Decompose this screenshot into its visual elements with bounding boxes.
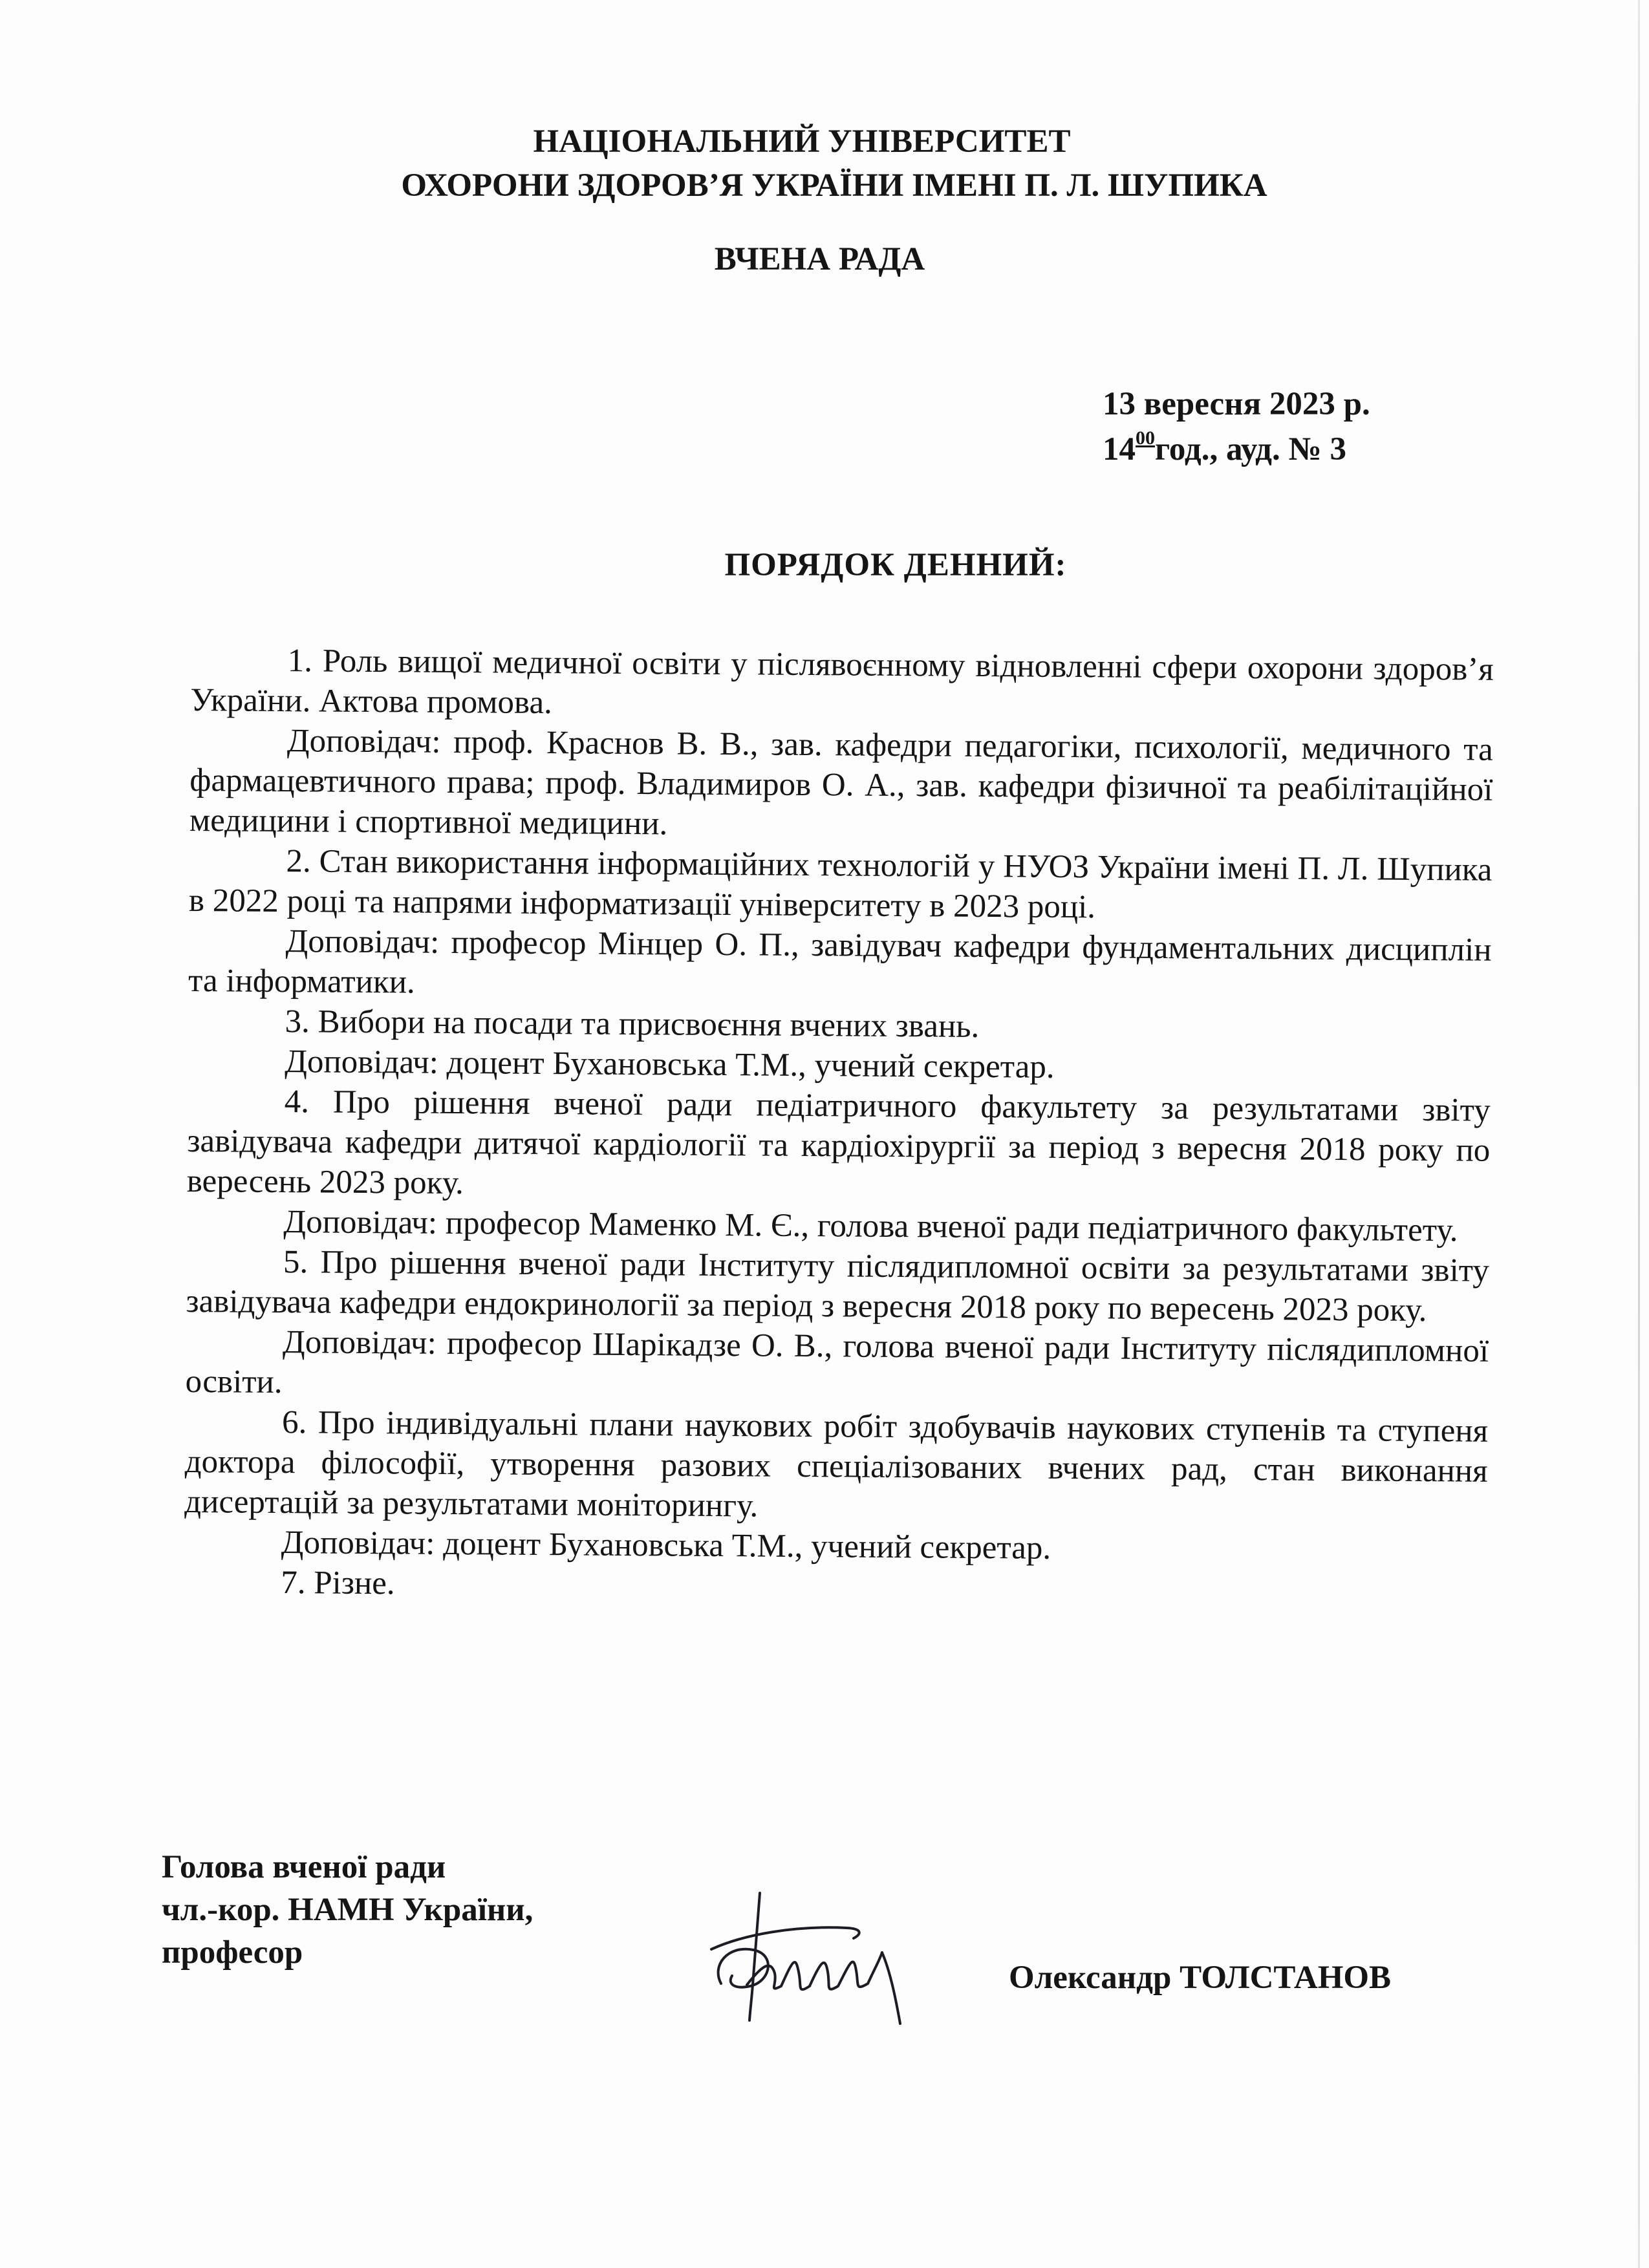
agenda-item-6: 6. Про індивідуальні плани наукових робіт здобувачів наукових ступенів та ступеня доктора філософії, утворення разових спеціалізованих вчених рад, стан виконання дисертацій за результатами моніторингу. xyxy=(184,1404,1489,1524)
agenda-item-3: 3. Вибори на посади та присвоєння вчених звань. xyxy=(285,1003,980,1045)
meeting-hour: 14 xyxy=(1103,431,1136,467)
agenda-item-1: 1. Роль вищої медичної освіти у післявоєнному відновленні сфери охорони здоров’я України. Актова промова. xyxy=(190,643,1494,722)
university-name-line1: НАЦІОНАЛЬНИЙ УНІВЕРСИТЕТ xyxy=(533,123,1071,160)
signatory-position-line1: Голова вченої ради xyxy=(162,1849,446,1885)
meeting-date: 13 вересня 2023 р. xyxy=(1103,386,1370,422)
agenda-item-4-speaker: Доповідач: професор Маменко М. Є., голова вченої ради педіатричного факультету. xyxy=(283,1204,1458,1249)
agenda-item-3-speaker: Доповідач: доцент Бухановська Т.М., учений секретар. xyxy=(285,1043,1055,1086)
signatory-position xyxy=(162,1846,533,1974)
university-name-line2: ОХОРОНИ ЗДОРОВ’Я УКРАЇНИ ІМЕНІ П. Л. ШУПИКА xyxy=(401,167,1267,204)
document-header xyxy=(0,120,1649,281)
signatory-position-line2: чл.-кор. НАМН України, xyxy=(162,1892,534,1928)
agenda-item-1-speaker: Доповідач: проф. Краснов В. В., зав. кафедри педагогіки, психології, медичного та фармацевтичного права; проф. Владимиров О. А., зав. кафедри фізичної та реабілітаційної медицини і спортивної медицини. xyxy=(189,723,1494,842)
meeting-minutes: 00 xyxy=(1136,427,1155,449)
agenda-list xyxy=(184,640,1494,1612)
agenda-title: ПОРЯДОК ДЕННИЙ: xyxy=(724,547,1067,583)
meeting-details xyxy=(1103,381,1370,472)
agenda-item-7: 7. Різне. xyxy=(281,1565,395,1602)
scan-edge-shadow xyxy=(1638,0,1640,2268)
agenda-item-4: 4. Про рішення вченої ради педіатричного факультету за результатами звіту завідувача кафедри дитячої кардіології та кардіохірургії за період з вересня 2018 року по вересень 2023 року. xyxy=(186,1084,1491,1202)
agenda-item-5-speaker: Доповідач: професор Шарікадзе О. В., голова вченої ради Інституту післядипломної освіти. xyxy=(185,1324,1489,1401)
meeting-time-location xyxy=(1103,427,1370,472)
agenda-item-6-speaker: Доповідач: доцент Бухановська Т.М., учений секретар. xyxy=(281,1524,1051,1567)
agenda-item-2-speaker: Доповідач: професор Мінцер О. П., завідувач кафедри фундаментальних дисциплін та інформатики. xyxy=(188,923,1492,1001)
agenda-item-5: 5. Про рішення вченої ради Інституту післядипломної освіти за результатами звіту завідувача кафедри ендокринології за період з вересня 2018 року по вересень 2023 року. xyxy=(186,1244,1490,1329)
meeting-room: год., ауд. № 3 xyxy=(1155,431,1346,467)
signatory-position-line3: професор xyxy=(162,1934,303,1971)
handwritten-signature xyxy=(698,1888,912,2030)
signatory-name: Олександр ТОЛСТАНОВ xyxy=(1009,1960,1392,1996)
academic-council-title: ВЧЕНА РАДА xyxy=(714,241,925,277)
agenda-item-2: 2. Стан використання інформаційних технологій у НУОЗ України імені П. Л. Шупика в 2022 році та напрями інформатизації університету в 2023 році. xyxy=(188,843,1493,926)
